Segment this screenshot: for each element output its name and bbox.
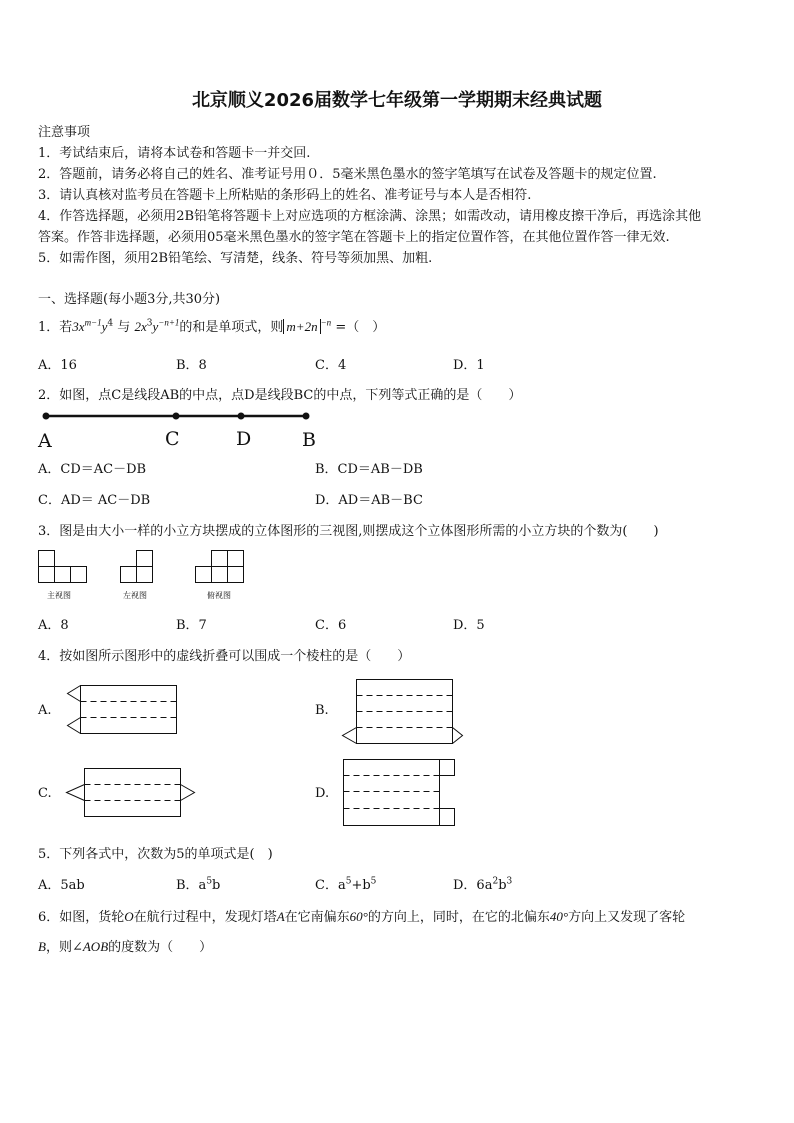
q1-option-b: B．8 (176, 358, 207, 373)
q5-option-a: A．5ab (38, 878, 85, 893)
q1-option-c: C．4 (315, 358, 347, 373)
net-a (66, 684, 180, 736)
net-d (342, 758, 458, 828)
q1-option-a: A．16 (38, 358, 77, 373)
label-b: B (302, 429, 316, 451)
section-heading: 一、选择题(每小题3分,共30分) (38, 292, 221, 307)
caption-left: 左视图 (123, 591, 147, 600)
net-b (340, 678, 464, 744)
segment-diagram (38, 408, 328, 448)
caption-front: 主视图 (47, 591, 71, 600)
question-6-stem-line1: 6．如图，货轮O在航行过程中，发现灯塔A在它南偏东60°的方向上，同时，在它的北偏东40°方向上又发现了客轮 (38, 909, 686, 925)
q4-option-c: C. (38, 786, 52, 801)
point-d (238, 413, 245, 420)
front-view (38, 550, 88, 584)
q2-option-a: A．CD＝AC－DB (38, 462, 147, 477)
question-6-stem-line2: B，则∠AOB的度数为（ ） (38, 939, 213, 955)
notice-item: 4．作答选择题，必须用2B铅笔将答题卡上对应选项的方框涂满、涂黑；如需改动，请用橡皮擦干净后，再选涂其他 (38, 209, 702, 224)
top-view (195, 550, 245, 584)
notice-item: 5．如需作图，须用2B铅笔绘、写清楚，线条、符号等须加黑、加粗. (38, 251, 433, 266)
q3-option-a: A．8 (38, 618, 69, 633)
net-c (64, 767, 196, 819)
q4-option-b: B. (315, 703, 329, 718)
q3-option-c: C．6 (315, 618, 347, 633)
notice-heading: 注意事项 (38, 125, 91, 140)
label-a: A (38, 430, 52, 452)
question-3-stem: 3．图是由大小一样的小立方块摆成的立体图形的三视图,则摆成这个立体图形所需的小立方块的个数为( ) (38, 524, 659, 539)
q3-option-d: D．5 (453, 618, 485, 633)
point-c (173, 413, 180, 420)
left-view (120, 550, 154, 584)
question-5-stem: 5．下列各式中，次数为5的单项式是( ) (38, 847, 273, 862)
q2-option-d: D．AD＝AB－BC (315, 493, 423, 508)
q5-option-b: B．$a^5b$ (176, 876, 221, 893)
q1-option-d: D．1 (453, 358, 485, 373)
caption-top: 俯视图 (207, 591, 231, 600)
label-c: C (165, 428, 180, 450)
point-a (43, 413, 50, 420)
notice-item: 答案。作答非选择题，必须用05毫米黑色墨水的签字笔在答题卡上的指定位置作答，在其他位置作答一律无效. (38, 230, 670, 245)
notice-item: 1．考试结束后，请将本试卷和答题卡一并交回. (38, 146, 311, 161)
q4-option-d: D. (315, 786, 330, 801)
q4-option-a: A. (38, 703, 52, 718)
q5-option-c: C．$a^5+b^5$ (315, 876, 377, 893)
page-title: 北京顺义2026届数学七年级第一学期期末经典试题 (191, 90, 603, 111)
question-1-stem: 1．若$3x^{m-1}y^4$ 与 $2x^3y^{-n+1}$的和是单项式，则 m+2n $^{-n}$ =（ ） (38, 317, 386, 335)
notice-item: 3．请认真核对监考员在答题卡上所粘贴的条形码上的姓名、准考证号与本人是否相符. (38, 188, 532, 203)
point-b (303, 413, 310, 420)
q3-option-b: B．7 (176, 618, 207, 633)
question-4-stem: 4．按如图所示图形中的虚线折叠可以围成一个棱柱的是（ ） (38, 649, 411, 664)
notice-item: 2．答题前，请务必将自己的姓名、准考证号用０．5毫米黑色墨水的签字笔填写在试卷及答题卡的规定位置. (38, 167, 657, 182)
label-d: D (236, 428, 252, 450)
q2-option-c: C．AD＝ AC－DB (38, 493, 151, 508)
q5-option-d: D．$6a^2b^3$ (453, 876, 513, 893)
question-2-stem: 2．如图，点C是线段AB的中点，点D是线段BC的中点，下列等式正确的是（ ） (38, 388, 522, 403)
q2-option-b: B．CD＝AB－DB (315, 462, 423, 477)
